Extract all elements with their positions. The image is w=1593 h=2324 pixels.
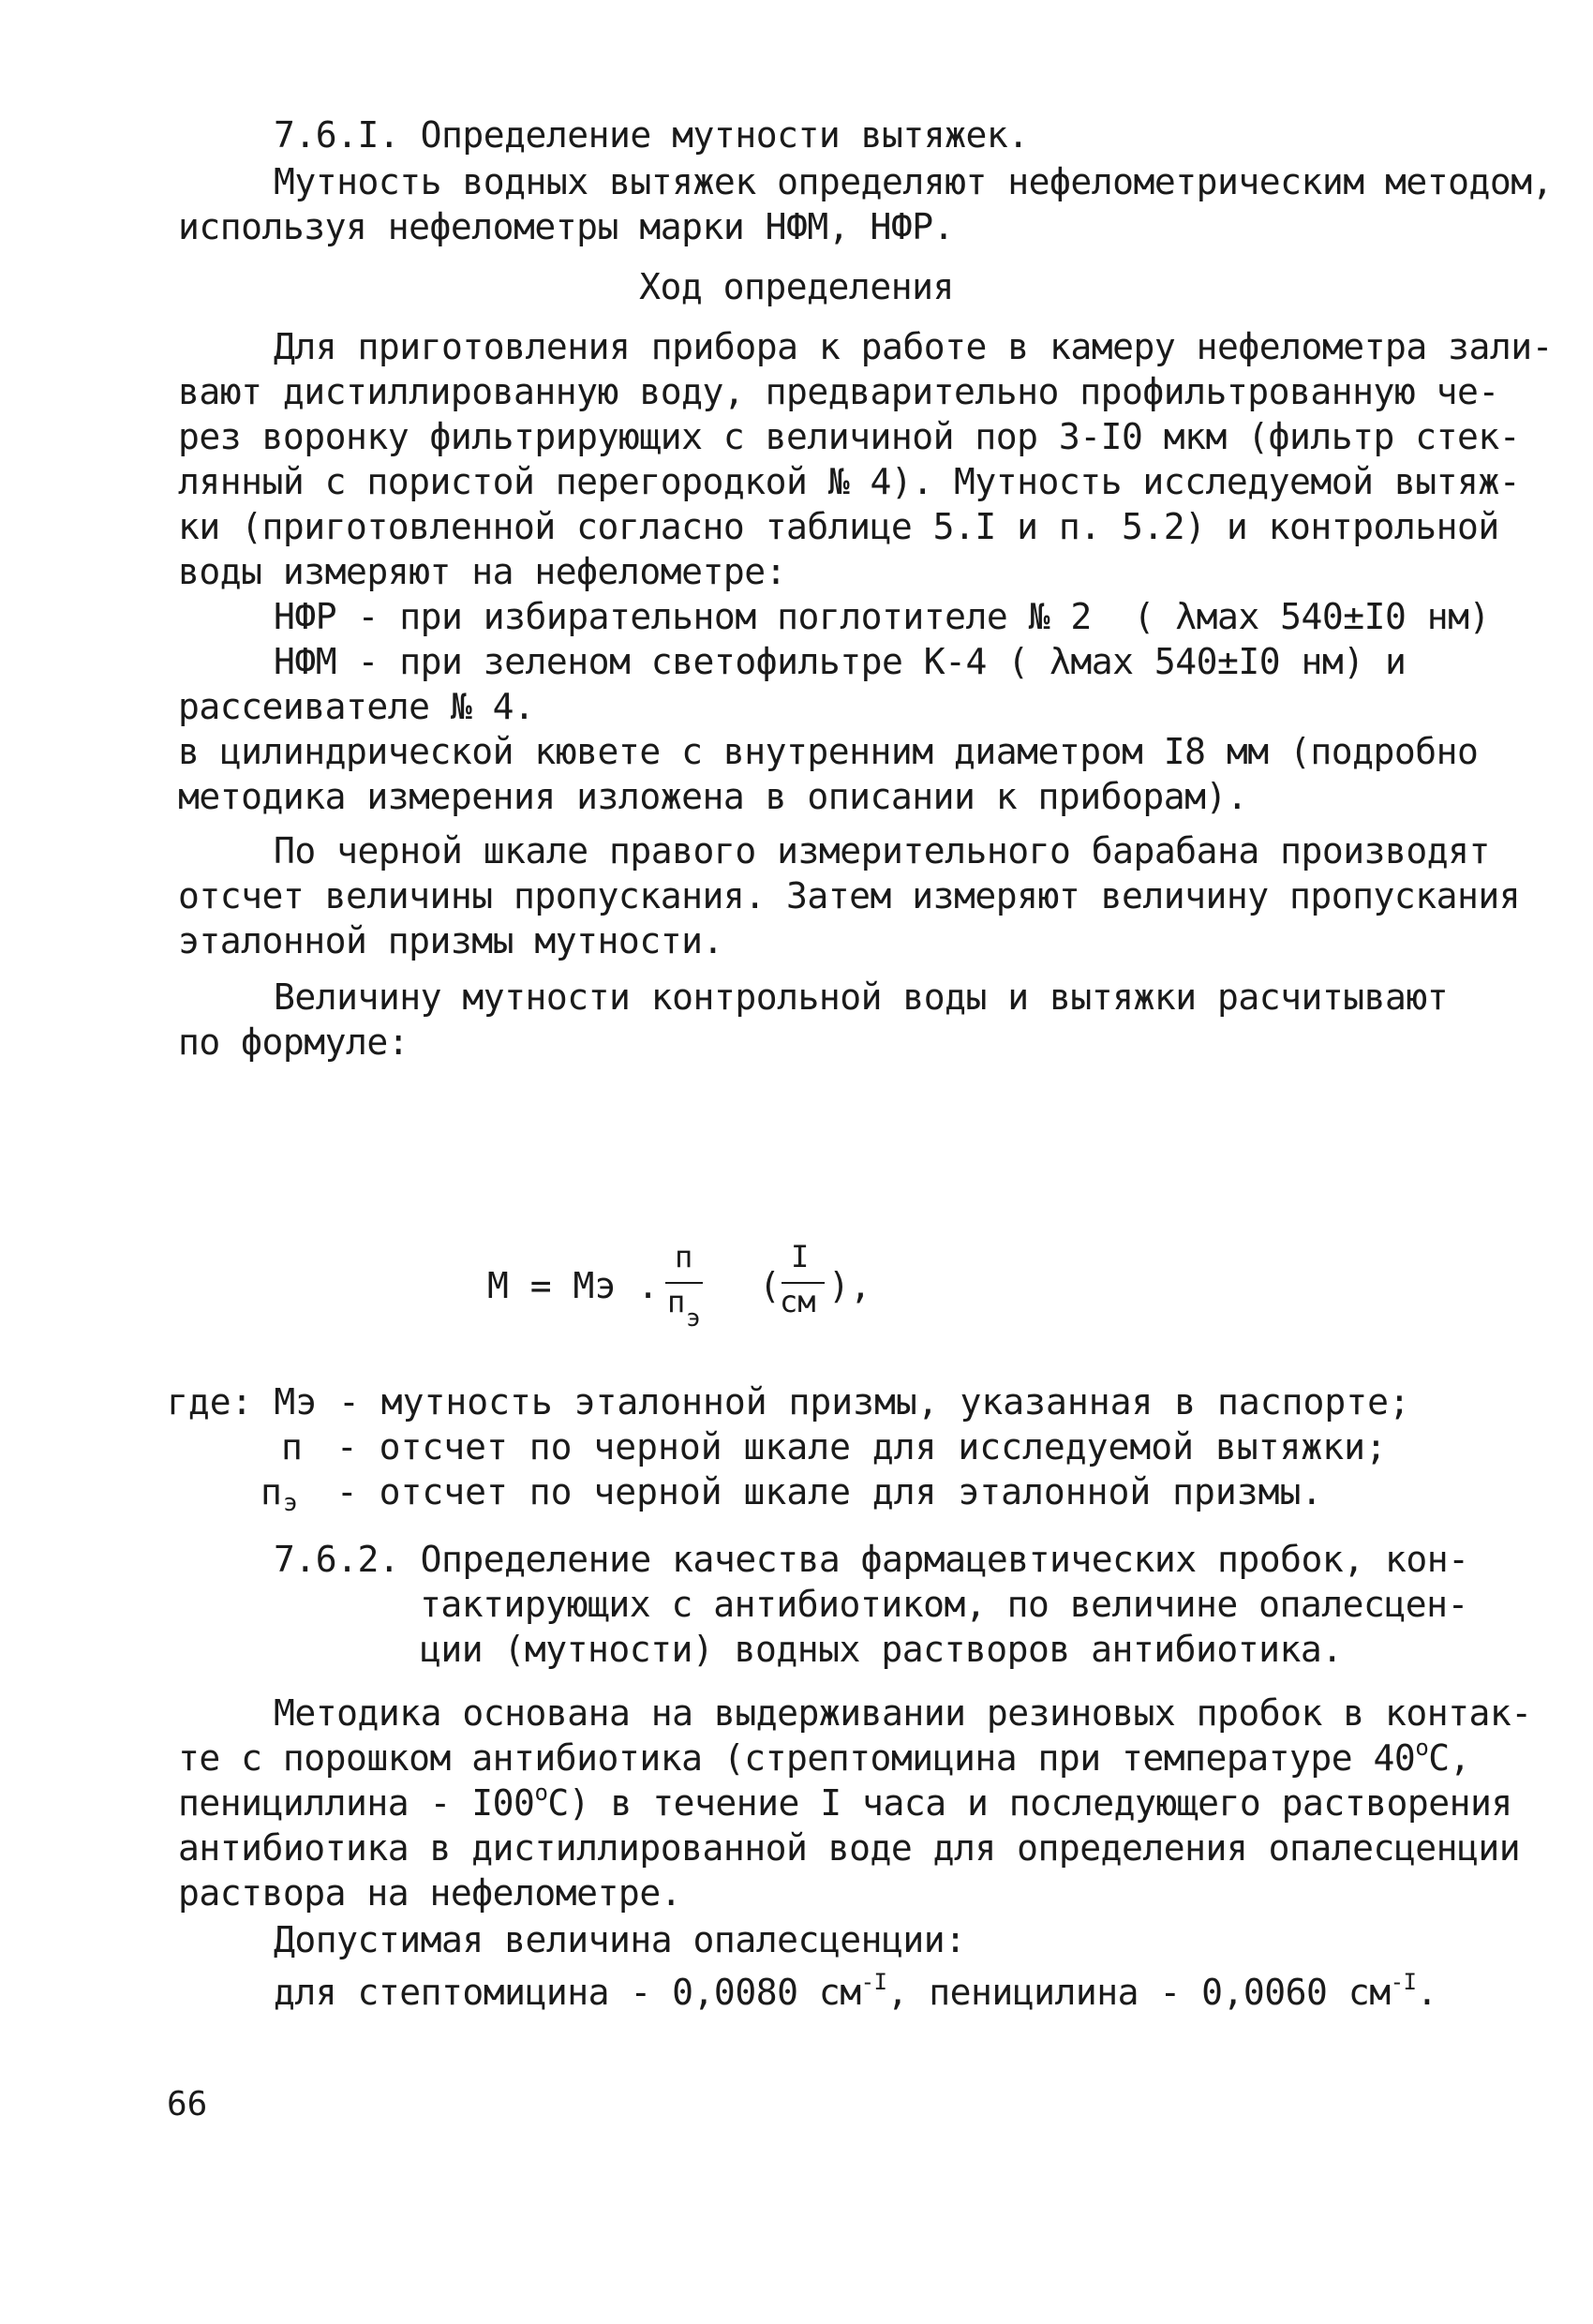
s2-para-line-4: антибиотика в дистиллированной воде для определения опалесценции bbox=[178, 1827, 1521, 1869]
para1-line-6: воды измеряют на нефелометре: bbox=[178, 551, 786, 592]
s2-para-line-1: Методика основана на выдерживании резиновых пробок в контак- bbox=[274, 1692, 1532, 1734]
page-number: 66 bbox=[167, 2085, 208, 2123]
nfr-line: НФР - при избирательном поглотителе № 2 ( λмах 540±I0 нм) bbox=[274, 596, 1490, 637]
limits-sup-2: -I bbox=[1390, 1969, 1417, 1995]
where-line-3: - отсчет по черной шкале для эталонной призмы. bbox=[315, 1471, 1323, 1512]
para3-line-3: эталонной призмы мутности. bbox=[178, 920, 723, 961]
turbidity-formula bbox=[487, 1239, 1050, 1359]
where-line-2: - отсчет по черной шкале для исследуемой вытяжки; bbox=[315, 1426, 1387, 1467]
where-line-1: где: Мэ - мутность эталонной призмы, указанная в паспорте; bbox=[167, 1381, 1410, 1423]
s2-para-line-5: раствора на нефелометре. bbox=[178, 1872, 682, 1914]
formula-unit-numerator: I bbox=[791, 1239, 810, 1274]
s2-para-line-2 bbox=[178, 1736, 1470, 1780]
s2-para-line-2-end: С, bbox=[1428, 1737, 1471, 1779]
where-line-3-symbol: п bbox=[261, 1471, 282, 1512]
intro-line-1: Мутность водных вытяжек определяют нефелометрическим методом, bbox=[274, 161, 1554, 202]
formula-unit-denominator: см bbox=[780, 1284, 816, 1319]
para3-line-1: По черной шкале правого измерительного барабана производят bbox=[274, 830, 1490, 872]
section-heading-7-6-2-line-1: 7.6.2. Определение качества фармацевтических пробок, кон- bbox=[274, 1539, 1469, 1580]
limits-sup-1: -I bbox=[860, 1969, 887, 1995]
where-line-3-sub: э bbox=[283, 1489, 298, 1517]
formula-denominator-sub: э bbox=[686, 1304, 701, 1333]
degree-sup-2: о bbox=[534, 1780, 548, 1806]
formula-unit-close: ), bbox=[828, 1265, 871, 1306]
para4-line-2: по формуле: bbox=[178, 1021, 409, 1063]
para1-line-5: ки (приготовленной согласно таблице 5.I и п. 5.2) и контрольной bbox=[178, 506, 1499, 547]
formula-numerator: п bbox=[675, 1239, 693, 1274]
s2-para-line-3-end: С) в течение I часа и последующего растворения bbox=[547, 1782, 1512, 1824]
para3-line-2: отсчет величины пропускания. Затем измеряют величину пропускания bbox=[178, 875, 1521, 916]
allowed-heading: Допустимая величина опалесценции: bbox=[274, 1919, 966, 1960]
degree-sup-1: о bbox=[1415, 1735, 1429, 1761]
section-heading-7-6-1: 7.6.I. Определение мутности вытяжек. bbox=[274, 114, 1029, 156]
para1-line-2: вают дистиллированную воду, предварительно профильтрованную че- bbox=[178, 371, 1499, 412]
para1-line-4: лянный с пористой перегородкой № 4). Мутность исследуемой вытяж- bbox=[178, 461, 1521, 502]
s2-para-line-2-text: те с порошком антибиотика (стрептомицина при температуре 40 bbox=[178, 1737, 1416, 1779]
limits-text-3: . bbox=[1416, 1972, 1437, 2013]
limits-text-2: , пеницилина - 0,0060 см bbox=[886, 1972, 1391, 2013]
formula-unit-open: ( bbox=[759, 1265, 781, 1306]
allowed-limits bbox=[274, 1970, 1437, 2015]
formula-denominator: п bbox=[667, 1284, 686, 1319]
intro-line-2: используя нефелометры марки НФМ, НФР. bbox=[178, 206, 954, 247]
section-heading-7-6-2-line-2: тактирующих с антибиотиком, по величине опалесцен- bbox=[420, 1584, 1468, 1625]
para2-line-2: в цилиндрической кювете с внутренним диаметром I8 мм (подробно bbox=[178, 731, 1479, 772]
subheading: Ход определения bbox=[639, 266, 954, 307]
where-line-2-symbol: п bbox=[281, 1426, 303, 1467]
nfm-line: НФМ - при зеленом светофильтре К-4 ( λмах 540±I0 нм) и bbox=[274, 641, 1407, 682]
limits-text-1: для стептомицина - 0,0080 см bbox=[274, 1972, 861, 2013]
para2-line-1: рассеивателе № 4. bbox=[178, 686, 535, 727]
para2-line-3: методика измерения изложена в описании к приборам). bbox=[178, 776, 1248, 817]
formula-lhs: М = Мэ . bbox=[487, 1265, 660, 1306]
para4-line-1: Величину мутности контрольной воды и вытяжки расчитывают bbox=[274, 976, 1449, 1018]
para1-line-1: Для приготовления прибора к работе в камеру нефелометра зали- bbox=[274, 326, 1554, 367]
section-heading-7-6-2-line-3: ции (мутности) водных растворов антибиотика. bbox=[420, 1629, 1343, 1670]
s2-para-line-3-text: пенициллина - I00 bbox=[178, 1782, 535, 1824]
para1-line-3: рез воронку фильтрирующих с величиной пор 3-I0 мкм (фильтр стек- bbox=[178, 416, 1521, 457]
s2-para-line-3 bbox=[178, 1780, 1512, 1825]
